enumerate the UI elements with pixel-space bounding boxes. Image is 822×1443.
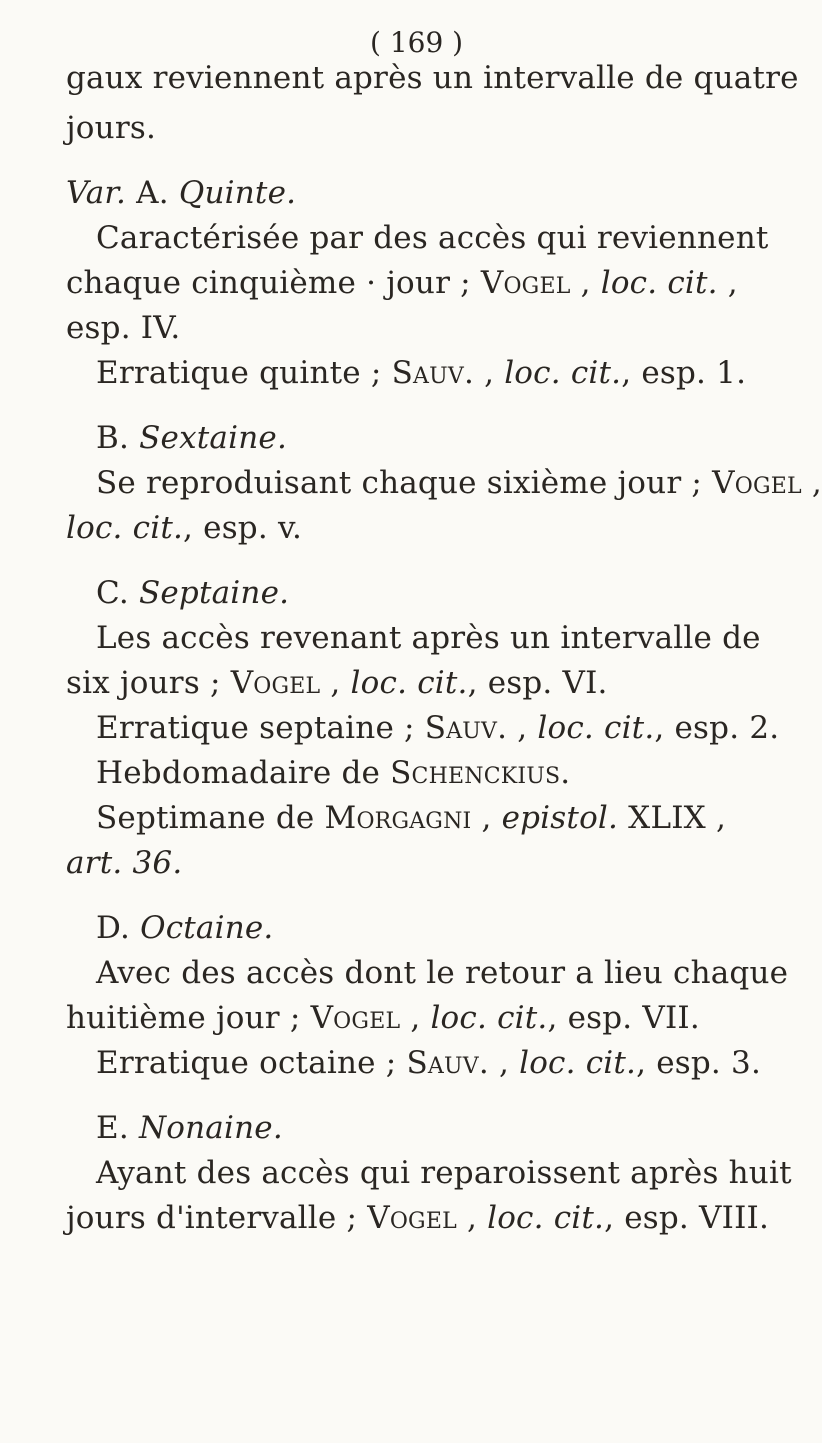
text-line: Les accès revenant après un intervalle de [96, 620, 761, 656]
text-line: Erratique septaine ; Sauv. , loc. cit., esp. 2. [96, 710, 780, 746]
text-line: Erratique quinte ; Sauv. , loc. cit., esp. 1. [96, 355, 747, 391]
text-line: Ayant des accès qui reparoissent après huit [96, 1155, 792, 1191]
text-line: esp. IV. [66, 310, 181, 346]
text-line: art. 36. [66, 845, 183, 881]
section-heading-e: E. Nonaine. [96, 1110, 283, 1146]
text-line: six jours ; Vogel , loc. cit., esp. VI. [66, 665, 608, 701]
text-line: Erratique octaine ; Sauv. , loc. cit., esp. 3. [96, 1045, 762, 1081]
text-line: Caractérisée par des accès qui reviennent [96, 220, 769, 256]
text-line: Hebdomadaire de Schenckius. [96, 755, 571, 791]
text-line: Septimane de Morgagni , epistol. XLIX , [96, 800, 727, 836]
page-number: ( 169 ) [370, 26, 464, 59]
text-line: jours. [66, 110, 157, 146]
section-heading-a: Var. A. Quinte. [66, 175, 297, 211]
section-heading-c: C. Septaine. [96, 575, 290, 611]
text-line: loc. cit., esp. v. [66, 510, 303, 546]
text-line: Avec des accès dont le retour a lieu chaque [96, 955, 789, 991]
text-line: jours d'intervalle ; Vogel , loc. cit., esp. VIII. [66, 1200, 770, 1236]
text-line: huitième jour ; Vogel , loc. cit., esp. VII. [66, 1000, 700, 1036]
section-heading-b: B. Sextaine. [96, 420, 287, 456]
text-line: chaque cinquième · jour ; Vogel , loc. cit. , [66, 265, 738, 301]
section-heading-d: D. Octaine. [96, 910, 274, 946]
text-line: Se reproduisant chaque sixième jour ; Vogel , [96, 465, 822, 501]
text-line: gaux reviennent après un intervalle de quatre [66, 60, 799, 96]
